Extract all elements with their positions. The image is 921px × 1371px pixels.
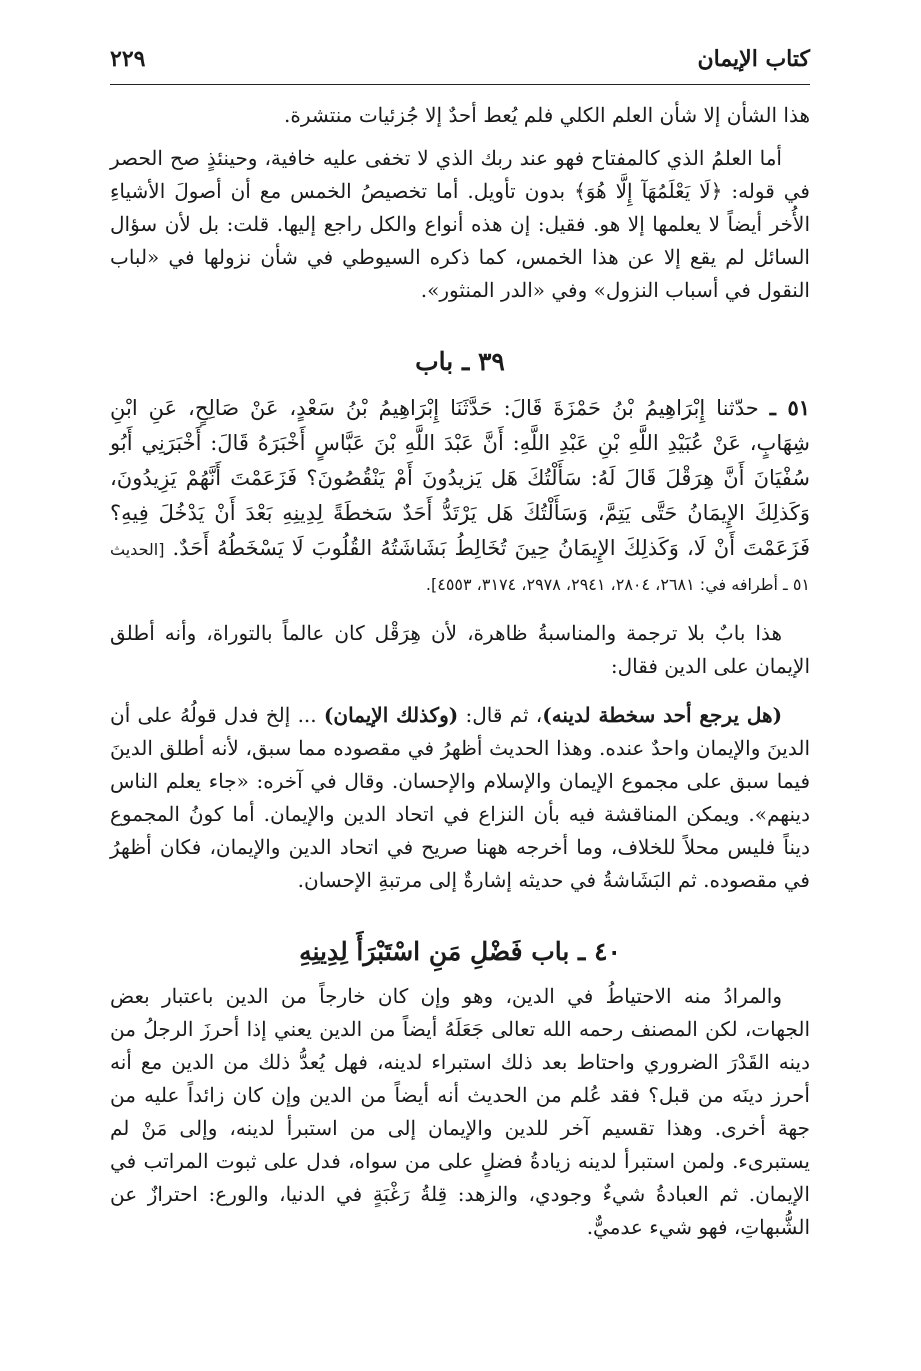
chapter-40-heading: ٤٠ ـ باب فَضْلِ مَنِ اسْتَبْرَأَ لِدِينِهِ — [299, 937, 621, 966]
quote-connector: ، ثم قال: — [465, 703, 543, 727]
chapter-39-heading: ٣٩ ـ باب — [415, 347, 505, 376]
commentary-rest: ... إلخ فدل قولُهُ على أن الدينَ والإيمان واحدٌ عنده. وهذا الحديث أظهرُ في مقصوده مما سبق، لأنه أطلق الدينَ فيما سبق على مجموع الإيمان والإسلام والإحسان. وقال في آخره: «جاء يعلم الناس دينهم». ويمكن المناقشة فيه بأن النزاع في اتحاد الدين والإيمان. أما كونُ المجموع ديناً فليس محلاً للخلاف، وما أخرجه ههنا صريح في اتحاد الدين والإيمان، فكان أظهرُ في مقصوده. ثم البَشَاشةُ في حديثه إشارةٌ إلى مرتبةِ الإحسان. — [110, 703, 810, 892]
commentary-precaution-in-religion: والمرادُ منه الاحتياطُ في الدين، وهو وإن كان خارجاً من الدين باعتبار بعض الجهات، لكن المصنف رحمه الله تعالى جَعَلَهُ أيضاً من الدين يعني إذا أحرزَ الرجلُ من دينه القَدْرَ الضروري واحتاط بعد ذلك استبراء لدينه، فهل يُعدُّ ذلك من الدين مع أنه أحرز دينَه من قبل؟ فقد عُلم من الحديث أنه أيضاً من الدين وإن كان زائداً عليه من جهة أخرى. وهذا تقسيم آخر للدين والإيمان إلى من استبرأ لدينه، وإلى مَنْ لم يستبرىء. ولمن استبرأ لدينه زيادةُ فضلٍ على من سواه، فدل على ثبوت المراتب في الإيمان. ثم العبادةُ شيءٌ وجودي، والزهد: قِلةُ رَغْبَةٍ في الدنيا، والورع: احترازٌ عن الشُّبهاتِ، فهو شيء عدميٌّ. — [110, 984, 810, 1239]
commentary-religion-and-faith — [110, 699, 810, 897]
paragraph-key-of-knowledge: أما العلمُ الذي كالمفتاح فهو عند ربك الذي لا تخفى عليه خافية، وحينئذٍ صح الحصر في قوله: ﴿لَا يَعْلَمُهَآ إِلَّا هُوَ﴾ بدون تأويل. أما تخصيصُ الخمس مع أن أصولَ الأشياءِ الأُخر أيضاً لا يعلمها إلا هو. فقيل: إن هذه أنواع والكل راجع إليها. قلت: بل لأن سؤال السائل لم يقع إلا عن هذا الخمس، كما ذكره السيوطي في شأن نزولها في «لباب النقول في أسباب النزول» وفي «الدر المنثور». — [110, 146, 810, 302]
hadith-reference: [الحديث ٥١ ـ أطرافه في: ٢٦٨١، ٢٨٠٤، ٢٩٤١، ٢٩٧٨، ٣١٧٤، ٤٥٥٣]. — [110, 540, 810, 594]
running-title: كتاب الإيمان — [697, 46, 810, 72]
paragraph-continuation: هذا الشأن إلا شأن العلم الكلي فلم يُعط أحدٌ إلا جُزئيات منتشرة. — [283, 103, 810, 127]
hadith-text: حدّثنا إِبْرَاهِيمُ بْنُ حَمْزَةَ قَالَ: حَدَّثَنَا إِبْرَاهِيمُ بْنُ سَعْدٍ، عَنْ صَالِحٍ، عَنِ ابْنِ شِهَابٍ، عَنْ عُبَيْدِ اللَّهِ بْنِ عَبْدِ اللَّهِ: أَنَّ عَبْدَ اللَّهِ بْنَ عَبَّاسٍ أَخْبَرَهُ قَالَ: أَخْبَرَنِي أَبُو سُفْيَانَ أَنَّ هِرَقْلَ قَالَ لَهُ: سَأَلْتُكَ هَل يَزيدُونَ أَمْ يَنْقُصُونَ؟ فَزَعَمْتَ أَنَّهُمْ يَزِيدُونَ، وَكَذلِكَ الإِيمَانُ حَتَّى يَتِمَّ، وَسَأَلْتُكَ هَل يَرْتَدُّ أَحَدٌ سَخطَةً لِدِينِهِ بَعْدَ أَنْ يَدْخُلَ فِيهِ؟ فَزَعَمْتَ أَنْ لَا، وَكَذلِكَ الإِيمَانُ حِينَ تُخَالِطُ بَشَاشَتُهُ القُلُوبَ لَا يَسْخَطُهُ أَحَدٌ. — [110, 396, 810, 560]
page-header — [110, 40, 810, 85]
quote-apostasy: (هل يرجع أحد سخطة لدينه) — [542, 703, 783, 727]
page-number: ٢٢٩ — [110, 46, 146, 72]
hadith-number: ٥١ ـ — [769, 395, 811, 420]
hadith-51 — [110, 390, 810, 601]
quote-and-so-faith: (وكذلك الإيمان) — [323, 703, 459, 727]
book-page — [110, 40, 810, 1340]
commentary-bab-without-title: هذا بابٌ بلا ترجمة والمناسبةُ ظاهرة، لأن هِرَقْل كان عالماً بالتوراة، وأنه أطلق الإيمان على الدين فقال: — [110, 621, 810, 678]
